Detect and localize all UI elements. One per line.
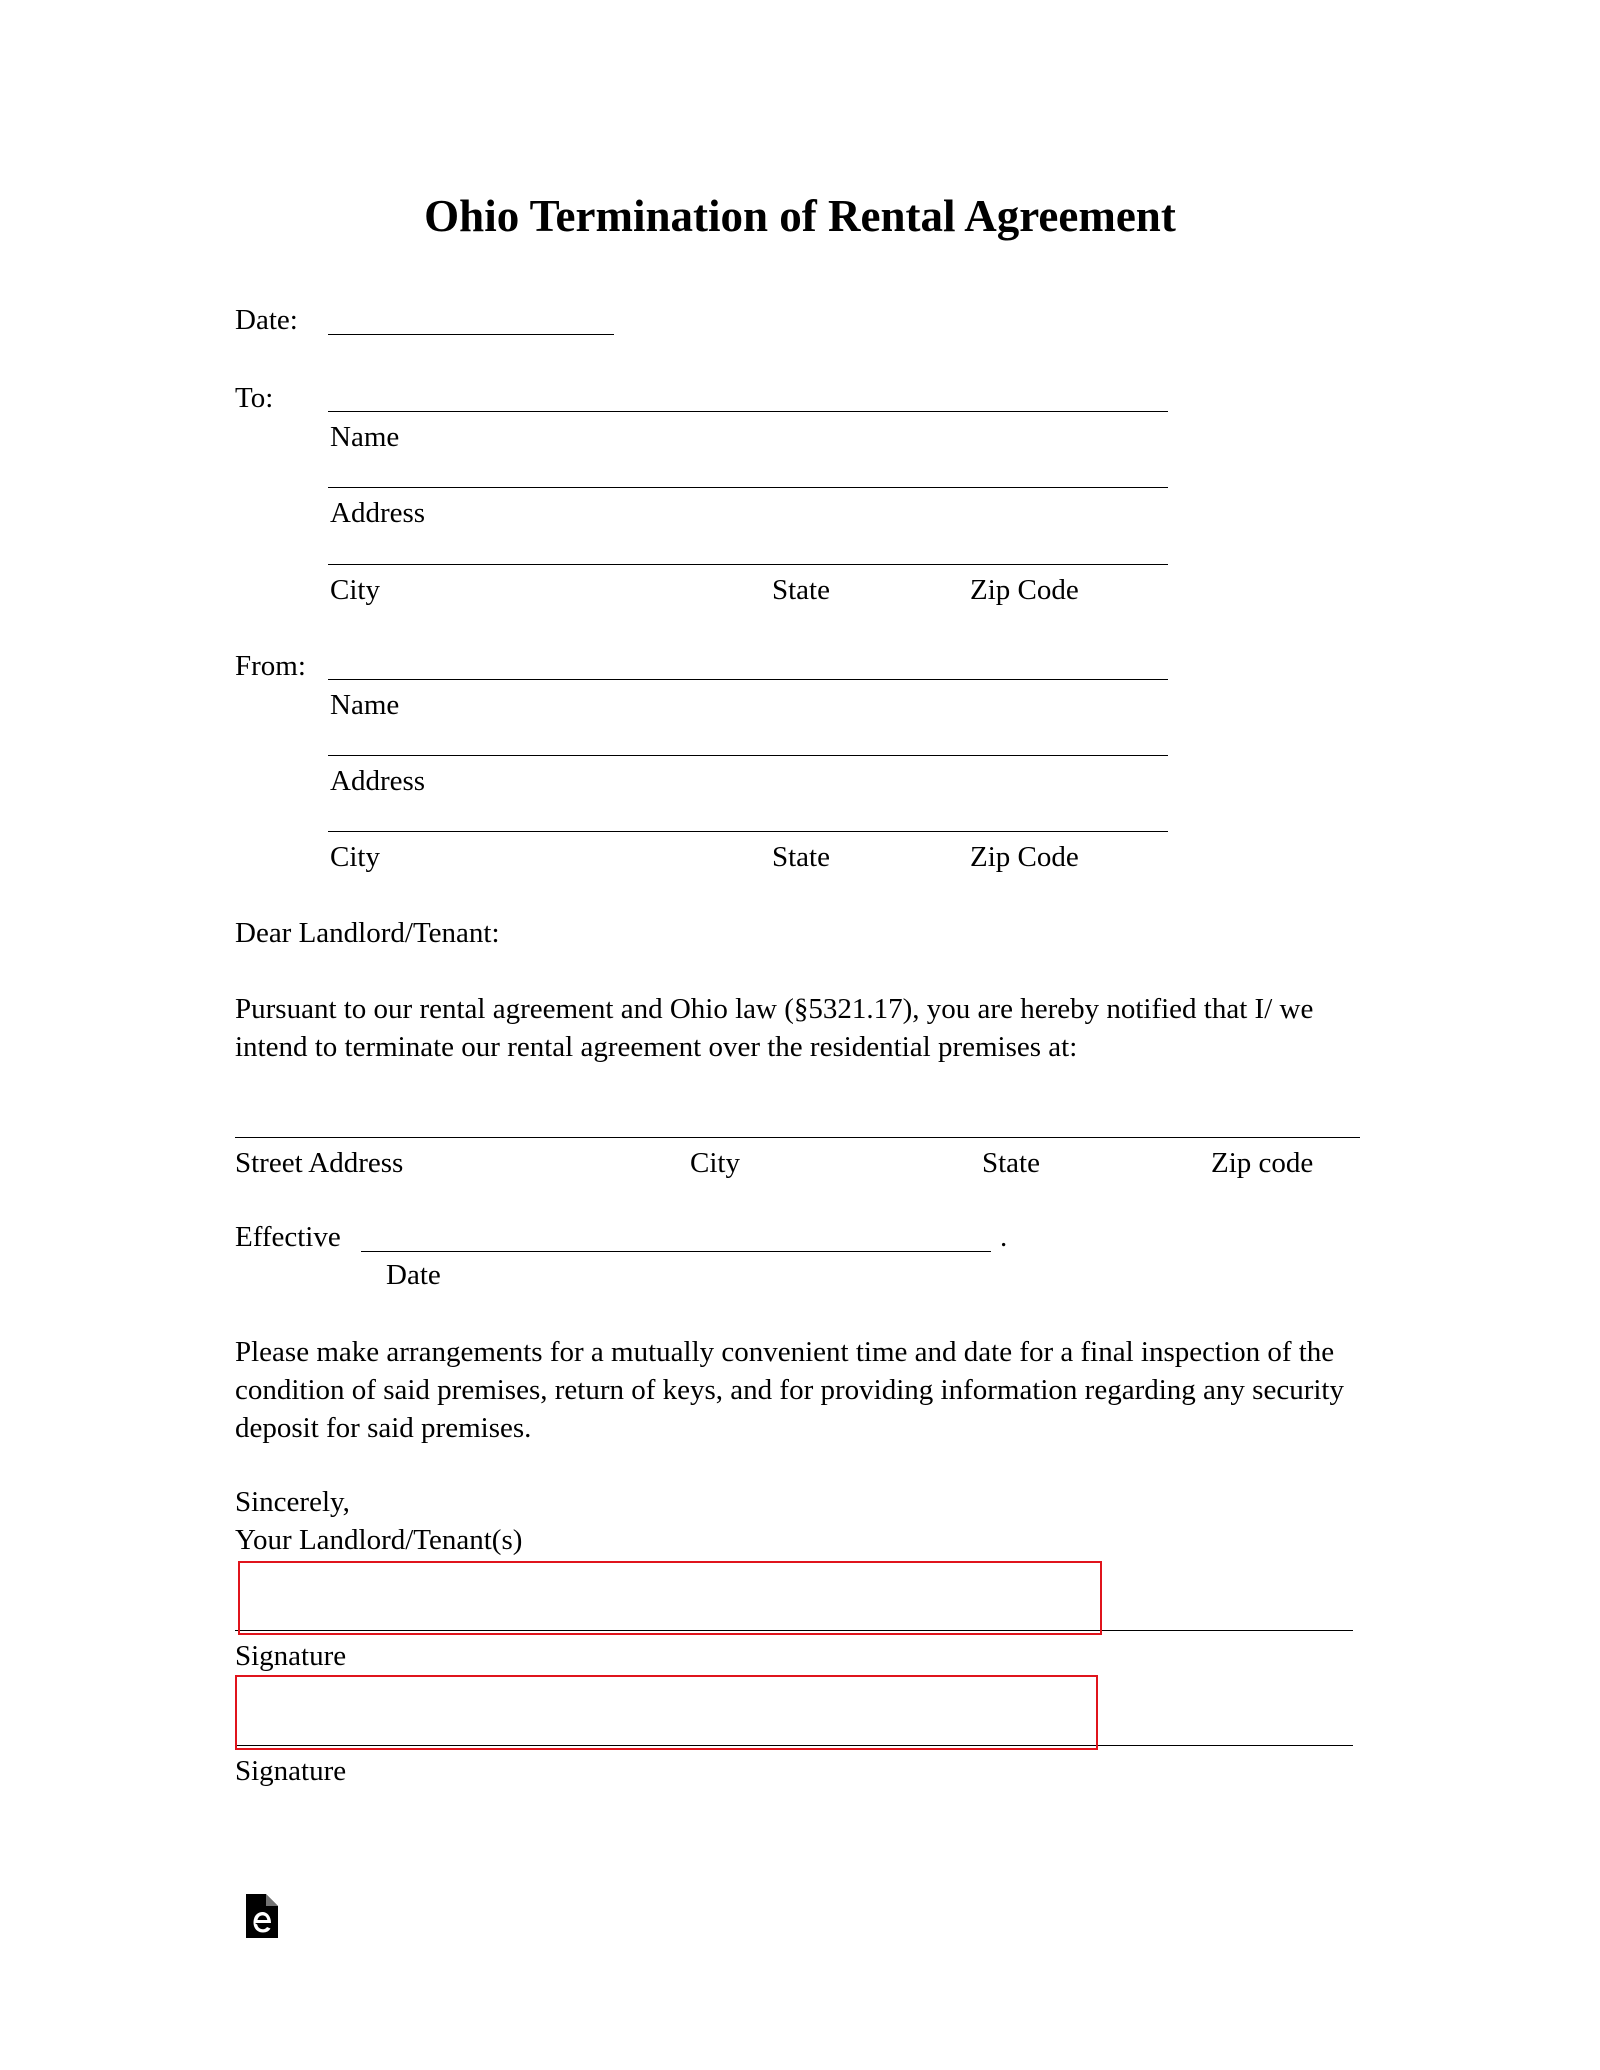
to-zip-label: Zip Code bbox=[970, 574, 1079, 606]
to-state-label: State bbox=[772, 574, 830, 606]
to-address-line[interactable] bbox=[328, 487, 1168, 488]
salutation: Dear Landlord/Tenant: bbox=[235, 917, 500, 949]
effective-date-line[interactable] bbox=[361, 1251, 991, 1252]
from-state-label: State bbox=[772, 841, 830, 873]
effective-date-label: Date bbox=[386, 1259, 441, 1291]
effective-period: . bbox=[1000, 1221, 1008, 1253]
notice-paragraph: Pursuant to our rental agreement and Ohio law (§5321.17), you are hereby notified that I/ we intend to terminate our rental agreement over the residential premises at: bbox=[235, 993, 1314, 1063]
date-field-line[interactable] bbox=[328, 334, 614, 335]
from-name-line[interactable] bbox=[328, 679, 1168, 680]
date-label: Date: bbox=[235, 304, 298, 336]
from-zip-label: Zip Code bbox=[970, 841, 1079, 873]
from-city-label: City bbox=[330, 841, 380, 873]
premises-street-label: Street Address bbox=[235, 1147, 404, 1179]
closing-sincerely: Sincerely, bbox=[235, 1486, 350, 1518]
signature-2-label: Signature bbox=[235, 1755, 347, 1787]
arrangements-paragraph: Please make arrangements for a mutually convenient time and date for a final inspection of the condition of said premises, return of keys, and for providing information regarding any security deposit for said premises. bbox=[235, 1336, 1344, 1444]
effective-label: Effective bbox=[235, 1221, 341, 1253]
to-label: To: bbox=[235, 382, 274, 414]
document-title: Ohio Termination of Rental Agreement bbox=[424, 191, 1176, 241]
premises-state-label: State bbox=[982, 1147, 1040, 1179]
closing-from-line: Your Landlord/Tenant(s) bbox=[235, 1524, 523, 1556]
premises-address-line[interactable] bbox=[235, 1137, 1360, 1138]
from-label: From: bbox=[235, 650, 306, 682]
from-name-label: Name bbox=[330, 689, 400, 721]
to-city-line[interactable] bbox=[328, 564, 1168, 565]
to-name-line[interactable] bbox=[328, 411, 1168, 412]
signature-1-field[interactable] bbox=[238, 1561, 1102, 1635]
from-address-label: Address bbox=[330, 765, 426, 797]
signature-1-label: Signature bbox=[235, 1640, 347, 1672]
eforms-logo-icon bbox=[244, 1892, 280, 1940]
to-city-label: City bbox=[330, 574, 380, 606]
from-city-line[interactable] bbox=[328, 831, 1168, 832]
premises-city-label: City bbox=[690, 1147, 740, 1179]
to-name-label: Name bbox=[330, 421, 400, 453]
from-address-line[interactable] bbox=[328, 755, 1168, 756]
signature-2-field[interactable] bbox=[235, 1675, 1098, 1750]
to-address-label: Address bbox=[330, 497, 426, 529]
premises-zip-label: Zip code bbox=[1211, 1147, 1314, 1179]
